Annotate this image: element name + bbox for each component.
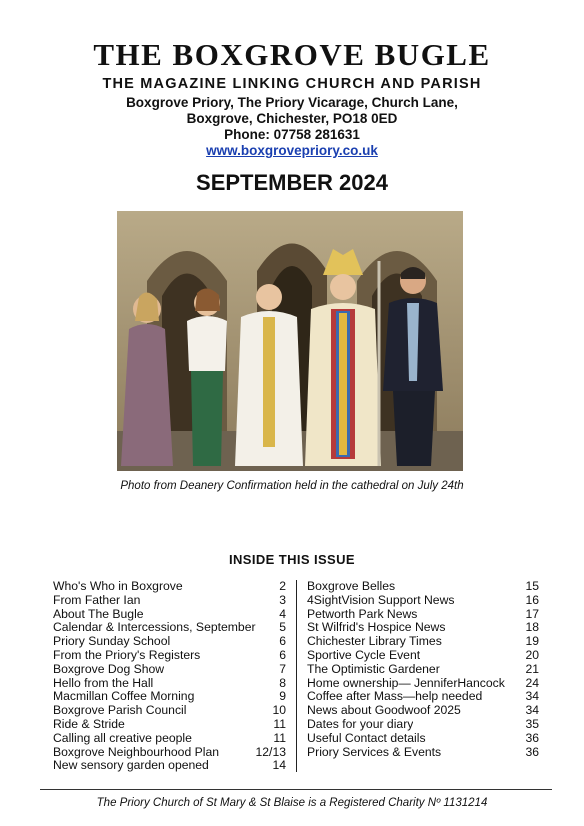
contents-entry-title: News about Goodwoof 2025 — [307, 704, 461, 718]
contents-entry-page: 5 — [279, 620, 286, 635]
contents-entry-page: 19 — [525, 634, 539, 649]
contents-entry — [307, 704, 539, 718]
contents-entry-title: Boxgrove Dog Show — [53, 662, 165, 676]
issue-month: SEPTEMBER 2024 — [196, 170, 388, 195]
contents-entry-page: 34 — [525, 689, 539, 704]
contents-entry-title: Home ownership— JenniferHancock — [307, 676, 505, 690]
contents-entry-title: Boxgrove Neighbourhood Plan — [53, 745, 220, 759]
contents-entry — [307, 649, 539, 663]
contents-entry — [53, 580, 286, 594]
contents-entry-title: Dates for your diary — [307, 717, 414, 731]
contents-entry — [53, 704, 286, 718]
contents-entry-page: 2 — [279, 579, 286, 593]
contents-entry-title: Priory Sunday School — [53, 635, 171, 649]
contents-entry-page: 4 — [279, 606, 286, 621]
contents-entry-title: Chichester Library Times — [307, 635, 442, 649]
contents-entry-page: 15 — [525, 579, 539, 593]
contents-entry — [307, 580, 539, 594]
contents-entry-page: 12/13 — [255, 744, 286, 759]
contents-entry-title: Macmillan Coffee Morning — [53, 690, 195, 704]
contents-entry-page: 3 — [279, 592, 286, 607]
contact-block — [0, 95, 584, 143]
contents-entry — [307, 621, 539, 635]
charity-notice: The Priory Church of St Mary & St Blaise is a Registered Charity Nº 1131214 — [96, 797, 488, 809]
contents-entry-title: Boxgrove Belles — [307, 580, 396, 593]
contents-entry-title: Useful Contact details — [307, 731, 426, 745]
address-line-1: Boxgrove Priory, The Priory Vicarage, Church Lane, — [126, 95, 458, 110]
contents-entry — [53, 608, 286, 622]
address-line-2: Boxgrove, Chichester, PO18 0ED — [186, 111, 398, 126]
contents-entry-title: Priory Services & Events — [307, 745, 442, 759]
contents-entry-page: 11 — [273, 730, 286, 745]
contents-entry-page: 21 — [525, 661, 539, 676]
website-link[interactable]: www.boxgrovepriory.co.uk — [206, 143, 378, 158]
contents-entry-page: 36 — [525, 744, 539, 759]
contents-entry — [307, 594, 539, 608]
contents-entry — [53, 677, 286, 691]
contents-list-right — [307, 580, 539, 759]
contents-entry — [53, 663, 286, 677]
contents-entry — [307, 677, 539, 691]
contents-entry — [53, 635, 286, 649]
contents-entry-page: 7 — [279, 661, 286, 676]
footer-rule — [40, 789, 552, 790]
contents-entry — [307, 746, 539, 760]
contents-entry — [307, 690, 539, 704]
contents-entry — [307, 732, 539, 746]
contents-entry-title: About The Bugle — [53, 607, 144, 621]
contents-entry-title: Who's Who in Boxgrove — [53, 580, 183, 593]
contents-entry-title: Calling all creative people — [53, 731, 192, 745]
contents-heading: INSIDE THIS ISSUE — [229, 552, 355, 567]
contents-entry — [53, 746, 286, 760]
contents-entry — [53, 690, 286, 704]
contents-entry-title: Hello from the Hall — [53, 676, 154, 690]
phone-number: Phone: 07758 281631 — [224, 127, 360, 142]
masthead — [0, 38, 584, 159]
contents-entry-page: 8 — [279, 675, 286, 690]
contents-entry-page: 18 — [525, 620, 539, 635]
contents-entry — [53, 649, 286, 663]
contents-entry — [53, 594, 286, 608]
contents-entry-title: St Wilfrid's Hospice News — [307, 621, 446, 635]
contents-entry-title: From Father Ian — [53, 593, 141, 607]
contents-entry-page: 34 — [525, 703, 539, 718]
cover-photo-illustration — [117, 211, 463, 471]
contents-entry — [307, 718, 539, 732]
contents-entry-title: The Optimistic Gardener — [307, 662, 440, 676]
contents-entry-title: Sportive Cycle Event — [307, 648, 421, 662]
contents-entry-page: 14 — [272, 758, 286, 773]
contents-divider — [296, 580, 297, 772]
contents-entry-page: 17 — [525, 606, 539, 621]
contents-entry — [53, 621, 286, 635]
contents-entry-page: 35 — [525, 716, 539, 731]
contents-entry-page: 6 — [279, 647, 286, 662]
contents-list-left — [53, 580, 286, 773]
contents-entry-page: 9 — [279, 689, 286, 704]
contents-entry-title: New sensory garden opened — [53, 759, 209, 773]
photo-caption: Photo from Deanery Confirmation held in the cathedral on July 24th — [120, 480, 464, 492]
magazine-title: THE BOXGROVE BUGLE — [93, 37, 491, 72]
cover-photo — [117, 211, 463, 471]
contents-entry-title: Ride & Stride — [53, 717, 125, 731]
contents-entry-title: Calendar & Intercessions, September — [53, 621, 256, 635]
contents-entry — [53, 732, 286, 746]
contents-entry — [307, 663, 539, 677]
contents-entry — [53, 718, 286, 732]
contents-entry-page: 10 — [272, 703, 286, 718]
contents-entry-title: 4SightVision Support News — [307, 593, 455, 607]
contents-entry — [307, 608, 539, 622]
contents-entry-page: 24 — [525, 675, 539, 690]
contents-entry-page: 11 — [273, 716, 286, 731]
contents-entry — [53, 759, 286, 773]
contents-entry-page: 16 — [525, 592, 539, 607]
contents-entry — [307, 635, 539, 649]
contents-entry-title: Coffee after Mass—help needed — [307, 690, 483, 704]
contents-entry-title: Boxgrove Parish Council — [53, 704, 187, 718]
contents-entry-page: 36 — [525, 730, 539, 745]
contents-entry-page: 20 — [525, 647, 539, 662]
magazine-subtitle: THE MAGAZINE LINKING CHURCH AND PARISH — [102, 76, 482, 92]
contents-entry-title: From the Priory's Registers — [53, 648, 201, 662]
contents-entry-title: Petworth Park News — [307, 607, 418, 621]
contents-entry-page: 6 — [279, 634, 286, 649]
